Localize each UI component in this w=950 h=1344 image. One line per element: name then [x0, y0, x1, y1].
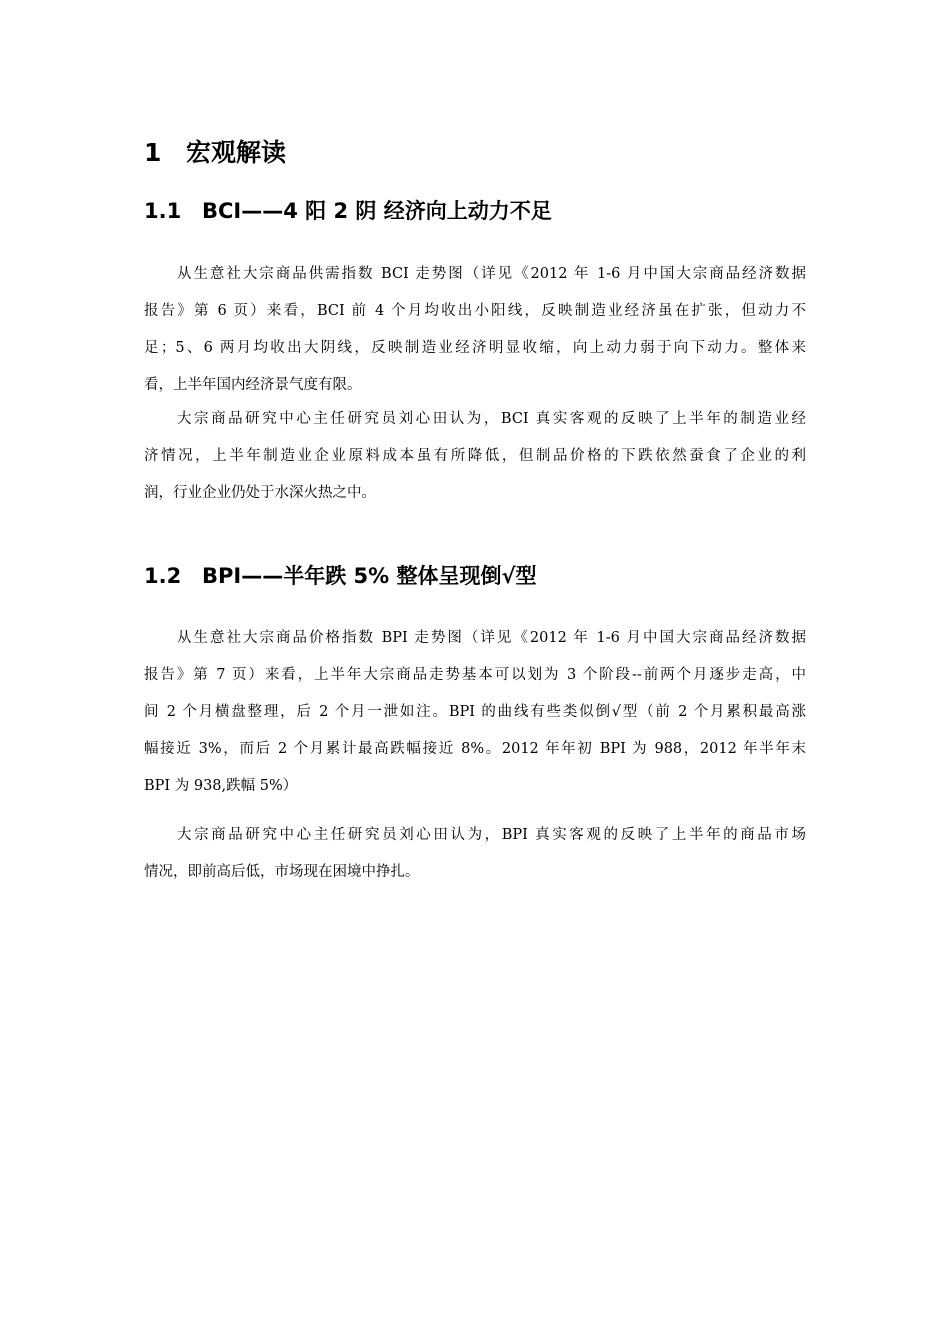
paragraph-line: 幅接近 3%，而后 2 个月累计最高跌幅接近 8%。2012 年年初 BPI 为 988，2012 年半年末 [144, 741, 806, 757]
paragraph-line: 从生意社大宗商品价格指数 BPI 走势图（详见《2012 年 1-6 月中国大宗商品经济数据 [177, 630, 806, 646]
section-1-1-heading [144, 196, 552, 226]
section-1-heading [144, 136, 286, 170]
paragraph-line: BPI 为 938,跌幅 5%） [144, 778, 298, 794]
section-1-1-paragraph-1 [144, 256, 806, 404]
section-1-2-number: 1.2 [144, 564, 182, 588]
paragraph-line: 大宗商品研究中心主任研究员刘心田认为，BPI 真实客观的反映了上半年的商品市场 [177, 827, 806, 843]
section-1-1-number: 1.1 [144, 199, 182, 223]
paragraph-line: 润，行业企业仍处于水深火热之中。 [144, 485, 376, 501]
section-1-1-paragraph-2 [144, 401, 806, 512]
section-1-2-title: BPI——半年跌 5% 整体呈现倒√型 [202, 564, 537, 588]
section-1-number: 1 [144, 138, 162, 167]
section-1-2-heading [144, 561, 537, 591]
paragraph-line: 足；5、6 两月均收出大阴线，反映制造业经济明显收缩，向上动力弱于向下动力。整体来 [144, 340, 806, 356]
section-1-2-paragraph-2 [144, 817, 806, 891]
paragraph-line: 济情况，上半年制造业企业原料成本虽有所降低，但制品价格的下跌依然蚕食了企业的利 [144, 448, 806, 464]
paragraph-line: 情况，即前高后低，市场现在困境中挣扎。 [144, 864, 420, 880]
section-1-1-title: BCI——4 阳 2 阴 经济向上动力不足 [202, 199, 552, 223]
paragraph-line: 大宗商品研究中心主任研究员刘心田认为，BCI 真实客观的反映了上半年的制造业经 [177, 411, 806, 427]
paragraph-line: 从生意社大宗商品供需指数 BCI 走势图（详见《2012 年 1-6 月中国大宗商品经济数据 [177, 266, 806, 282]
paragraph-line: 报告》第 6 页）来看，BCI 前 4 个月均收出小阳线，反映制造业经济虽在扩张，但动力不 [144, 303, 806, 319]
section-1-title: 宏观解读 [186, 138, 287, 167]
paragraph-line: 看，上半年国内经济景气度有限。 [144, 377, 362, 393]
paragraph-line: 报告》第 7 页）来看，上半年大宗商品走势基本可以划为 3 个阶段--前两个月逐步走高，中 [144, 667, 806, 683]
paragraph-line: 间 2 个月横盘整理，后 2 个月一泄如注。BPI 的曲线有些类似倒√型（前 2 个月累积最高涨 [144, 704, 806, 720]
section-1-2-paragraph-1 [144, 620, 806, 805]
